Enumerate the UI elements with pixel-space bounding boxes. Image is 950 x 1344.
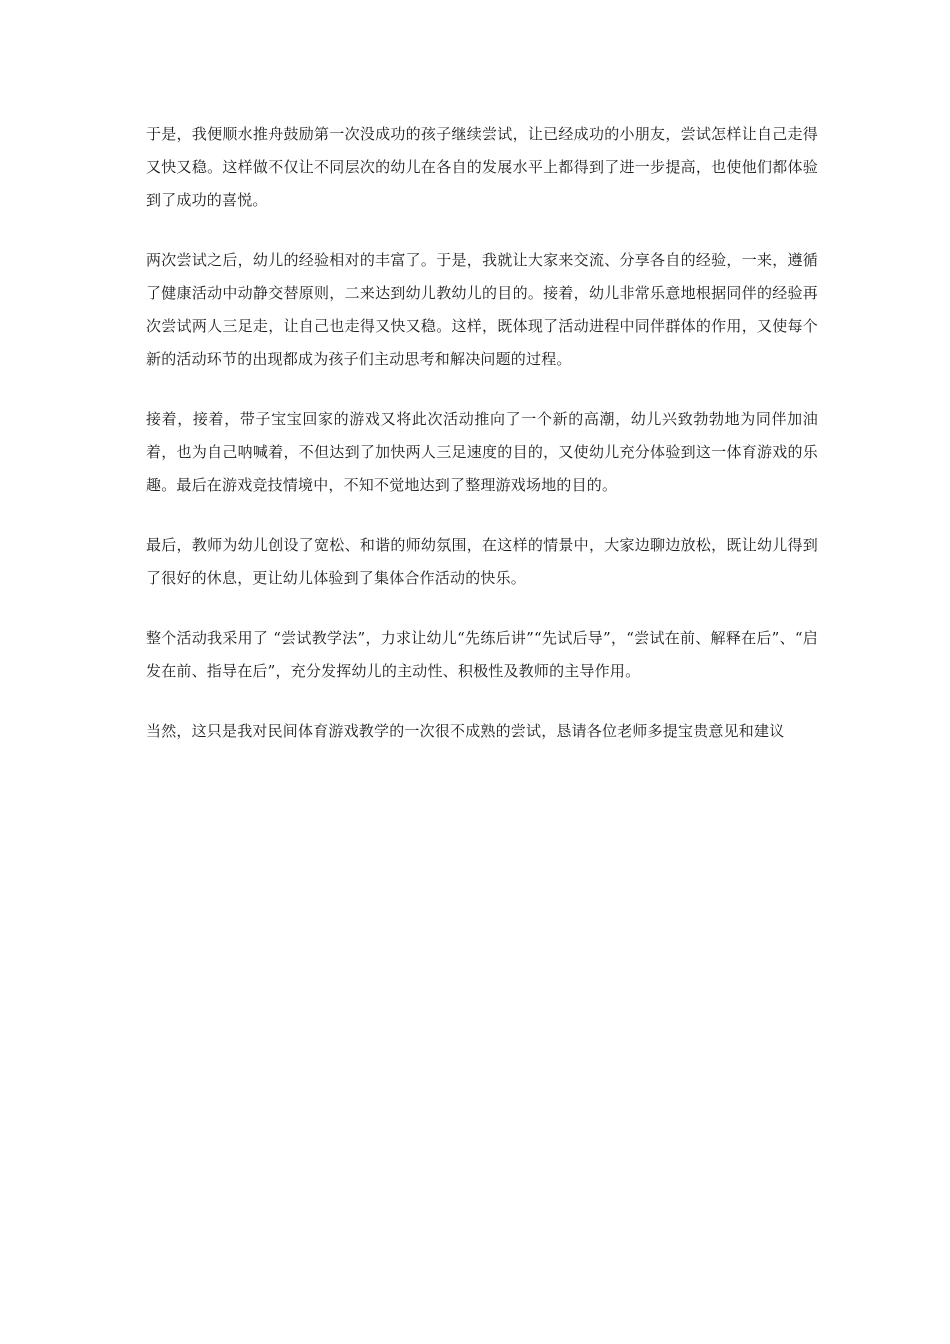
paragraph-4: 最后，教师为幼儿创设了宽松、和谐的师幼氛围，在这样的情景中，大家边聊边放松，既让幼儿得到了很好的休息，更让幼儿体验到了集体合作活动的快乐。 (146, 536, 818, 587)
paragraph-2: 两次尝试之后，幼儿的经验相对的丰富了。于是，我就让大家来交流、分享各自的经验，一来，遵循了健康活动中动静交替原则，二来达到幼儿教幼儿的目的。接着，幼儿非常乐意地根据同伴的经验再次尝试两人三足走，让自己也走得又快又稳。这样，既体现了活动进程中同伴群体的作用，又使每个新的活动环节的出现都成为孩子们主动思考和解决问题的过程。 (146, 251, 818, 368)
paragraph-6: 当然，这只是我对民间体育游戏教学的一次很不成熟的尝试，恳请各位老师多提宝贵意见和建议 (146, 722, 785, 740)
paragraph-5: 整个活动我采用了 “尝试教学法”，力求让幼儿“先练后讲”“先试后导”，“尝试在前、解释在后”、“启发在前、指导在后”，充分发挥幼儿的主动性、积极性及教师的主导作用。 (146, 629, 818, 680)
paragraph-3: 接着，接着，带子宝宝回家的游戏又将此次活动推向了一个新的高潮，幼儿兴致勃勃地为同伴加油着，也为自己呐喊着，不但达到了加快两人三足速度的目的，又使幼儿充分体验到这一体育游戏的乐趣。最后在游戏竞技情境中，不知不觉地达到了整理游戏场地的目的。 (146, 410, 818, 494)
document-body (146, 118, 818, 775)
paragraph-1: 于是，我便顺水推舟鼓励第一次没成功的孩子继续尝试，让已经成功的小朋友，尝试怎样让自己走得又快又稳。这样做不仅让不同层次的幼儿在各自的发展水平上都得到了进一步提高，也使他们都体验到了成功的喜悦。 (146, 125, 818, 209)
